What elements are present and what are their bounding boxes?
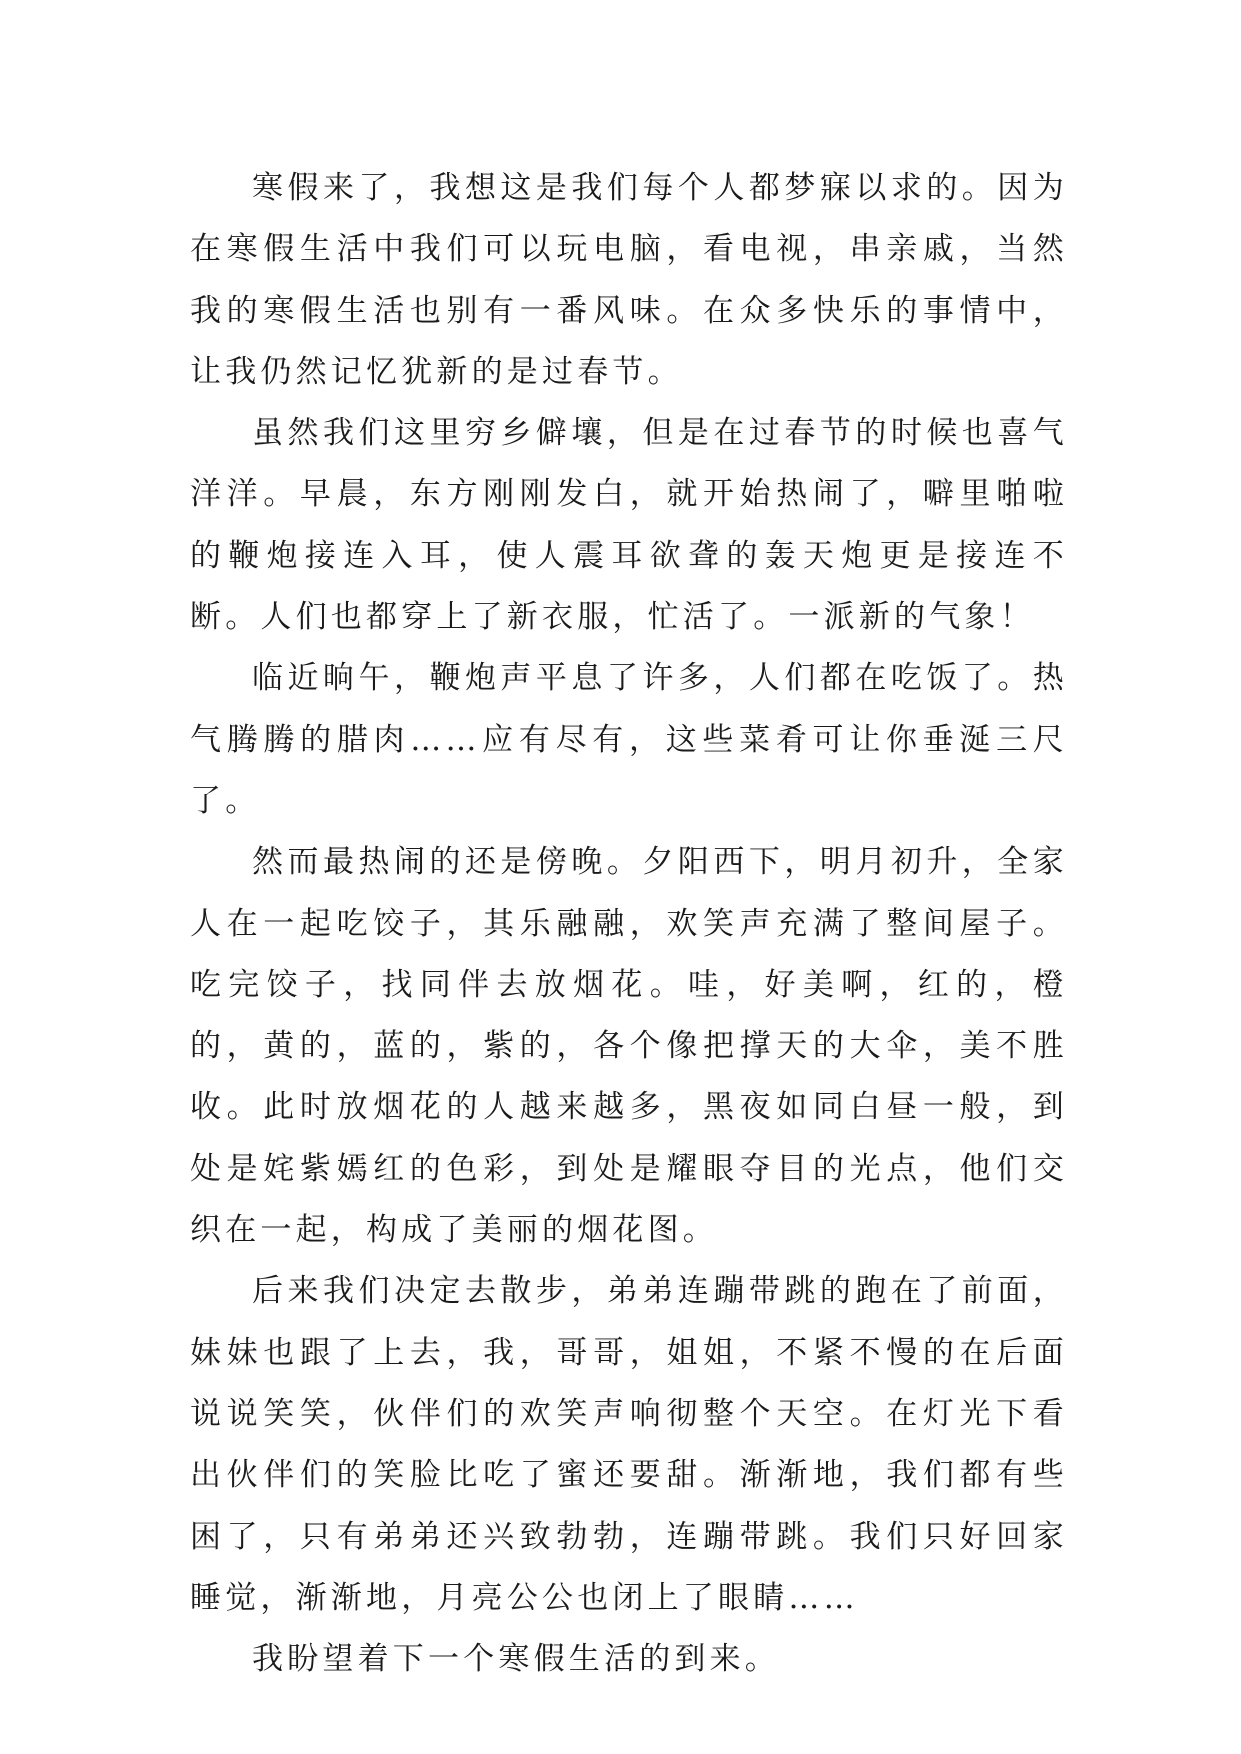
paragraph-6: 我盼望着下一个寒假生活的到来。: [252, 1641, 780, 1678]
paragraph-5: 后来我们决定去散步，弟弟连蹦带跳的跑在了前面，妹妹也跟了上去，我，哥哥，姐姐，不紧不慢的在后面说说笑笑，伙伴们的欢笑声响彻整个天空。在灯光下看出伙伴们的笑脸比吃了蜜还要甜。渐渐地，我们都有些困了，只有弟弟还兴致勃勃，连蹦带跳。我们只好回家睡觉，渐渐地，月亮公公也闭上了眼睛……: [190, 1273, 1068, 1616]
paragraph-3: 临近晌午，鞭炮声平息了许多，人们都在吃饭了。热气腾腾的腊肉……应有尽有，这些菜肴可让你垂涎三尺了。: [190, 660, 1068, 819]
paragraph-4: 然而最热闹的还是傍晚。夕阳西下，明月初升，全家人在一起吃饺子，其乐融融，欢笑声充满了整间屋子。吃完饺子，找同伴去放烟花。哇，好美啊，红的，橙的，黄的，蓝的，紫的，各个像把撑天的大伞，美不胜收。此时放烟花的人越来越多，黑夜如同白昼一般，到处是姹紫嫣红的色彩，到处是耀眼夺目的光点，他们交织在一起，构成了美丽的烟花图。: [190, 844, 1068, 1249]
paragraph-1: 寒假来了，我想这是我们每个人都梦寐以求的。因为在寒假生活中我们可以玩电脑，看电视，串亲戚，当然我的寒假生活也别有一番风味。在众多快乐的事情中，让我仍然记忆犹新的是过春节。: [190, 170, 1068, 390]
essay-body: [190, 158, 1068, 1690]
paragraph-2: 虽然我们这里穷乡僻壤，但是在过春节的时候也喜气洋洋。早晨，东方刚刚发白，就开始热闹了，噼里啪啦的鞭炮接连入耳，使人震耳欲聋的轰天炮更是接连不断。人们也都穿上了新衣服，忙活了。一派新的气象！: [190, 415, 1068, 636]
